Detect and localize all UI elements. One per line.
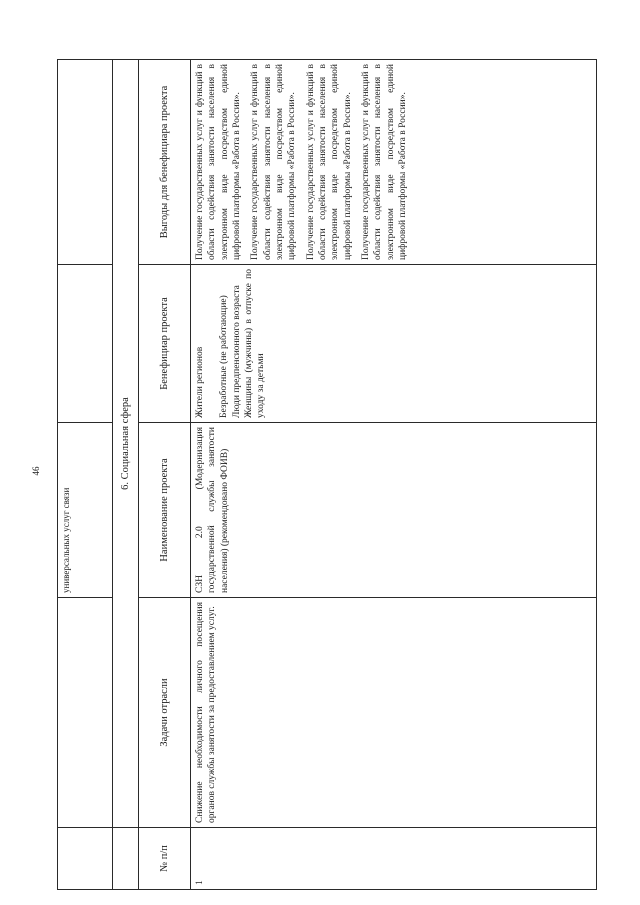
rotated-table-container xyxy=(57,60,597,890)
previous-row-text: универсальных услуг связи xyxy=(58,423,113,598)
previous-page-row xyxy=(58,60,113,890)
header-tasks: Задачи отрасли xyxy=(139,598,191,828)
benefit-item: Получение государственных услуг и функций в области содействия занятости населения в электронном виде посредством единой цифровой платформы «Работа в России». xyxy=(250,64,298,260)
header-project: Наименование проекта xyxy=(139,423,191,598)
benefit-item: Получение государственных услуг и функций в области содействия занятости населения в электронном виде посредством единой цифровой платформы «Работа в России». xyxy=(195,64,243,260)
beneficiary-item: Люди предпенсионного возраста xyxy=(231,285,242,418)
section-title: 6. Социальная сфера xyxy=(113,60,139,828)
empty-cell xyxy=(58,598,113,828)
header-num: № п/п xyxy=(139,828,191,890)
beneficiary-item: Жители регионов xyxy=(195,346,205,418)
benefit-item: Получение государственных услуг и функций в области содействия занятости населения в электронном виде посредством единой цифровой платформы «Работа в России». xyxy=(305,64,353,260)
empty-cell xyxy=(113,828,139,890)
empty-cell xyxy=(58,60,113,265)
row-project: СЗН 2.0 (Модернизация государственной службы занятости населения) (рекомендовано ФОИВ) xyxy=(191,423,597,598)
row-task: Снижение необходимости личного посещения органов службы занятости за предоставлением услуг. xyxy=(191,598,597,828)
empty-cell xyxy=(58,828,113,890)
row-beneficiaries xyxy=(191,265,597,423)
header-benefits: Выгоды для бенефициара проекта xyxy=(139,60,191,265)
projects-table xyxy=(57,59,597,890)
row-number: 1 xyxy=(191,828,597,890)
page-number: 46 xyxy=(31,466,41,476)
row-benefits xyxy=(191,60,597,265)
benefit-item: Получение государственных услуг и функций в области содействия занятости населения в электронном виде посредством единой цифровой платформы «Работа в России». xyxy=(361,64,409,260)
section-row xyxy=(113,60,139,890)
beneficiary-item: Безработные (не работающие) xyxy=(219,295,230,418)
beneficiary-item: Женщины (мужчины) в отпуске по уходу за детьми xyxy=(244,269,267,418)
header-beneficiary: Бенефициар проекта xyxy=(139,265,191,423)
header-row xyxy=(139,60,191,890)
empty-cell xyxy=(58,265,113,423)
table-row xyxy=(191,60,597,890)
